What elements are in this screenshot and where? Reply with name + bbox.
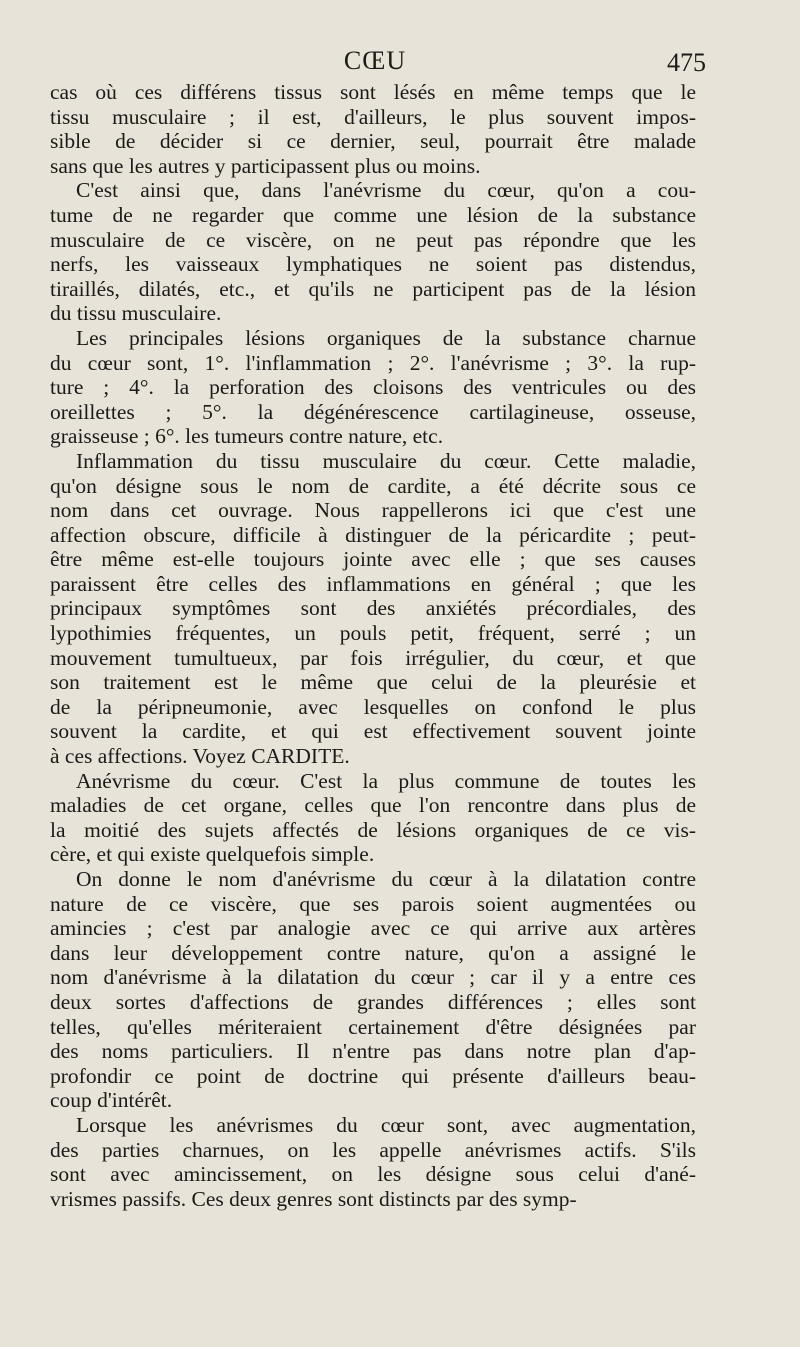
text-line: affection obscure, difficile à distinguer de la péricardite ; peut-: [50, 522, 696, 547]
text-line: musculaire de ce viscère, on ne peut pas répondre que les: [50, 227, 696, 252]
text-line: nature de ce viscère, que ses parois soient augmentées ou: [50, 891, 696, 916]
text-line: tume de ne regarder que comme une lésion de la substance: [50, 202, 696, 227]
text-line: ture ; 4°. la perforation des cloisons des ventricules ou des: [50, 375, 696, 400]
paragraph: [50, 178, 696, 326]
body-text: [50, 80, 696, 1211]
paragraph: [50, 449, 696, 769]
text-line: Anévrisme du cœur. C'est la plus commune de toutes les: [76, 768, 696, 793]
text-line: du tissu musculaire.: [50, 301, 222, 326]
text-line: tissu musculaire ; il est, d'ailleurs, le plus souvent impos-: [50, 104, 696, 129]
text-line: des parties charnues, on les appelle anévrismes actifs. S'ils: [50, 1137, 696, 1162]
text-line: être même est-elle toujours jointe avec elle ; que ses causes: [50, 547, 696, 572]
text-line: tiraillés, dilatés, etc., et qu'ils ne participent pas de la lésion: [50, 276, 696, 301]
text-line: coup d'intérêt.: [50, 1088, 173, 1113]
text-line: cère, et qui existe quelquefois simple.: [50, 842, 375, 867]
text-line: On donne le nom d'anévrisme du cœur à la dilatation contre: [76, 867, 696, 891]
paragraph: [50, 867, 696, 1113]
paragraph: [50, 769, 696, 867]
text-line: profondir ce point de doctrine qui présente d'ailleurs beau-: [50, 1063, 696, 1088]
page-header: [50, 46, 706, 82]
text-line: vrismes passifs. Ces deux genres sont distincts par des symp-: [50, 1186, 577, 1211]
text-line: qu'on désigne sous le nom de cardite, a été décrite sous ce: [50, 473, 696, 498]
text-line: sible de décider si ce dernier, seul, pourrait être malade: [50, 129, 696, 154]
text-line: maladies de cet organe, celles que l'on rencontre dans plus de: [50, 793, 696, 818]
text-line: principaux symptômes sont des anxiétés précordiales, des: [50, 596, 696, 621]
text-line: nom dans cet ouvrage. Nous rappellerons ici que c'est une: [50, 498, 696, 523]
text-line: telles, qu'elles mériteraient certainement d'être désignées par: [50, 1014, 696, 1039]
text-line: dans leur développement contre nature, qu'on a assigné le: [50, 940, 696, 965]
text-line: paraissent être celles des inflammations en général ; que les: [50, 571, 696, 596]
page-number: 475: [667, 48, 706, 77]
paragraph: [50, 1113, 696, 1211]
text-line: Inflammation du tissu musculaire du cœur. Cette maladie,: [76, 448, 696, 473]
text-line: cas où ces différens tissus sont lésés en même temps que le: [50, 80, 696, 104]
text-line: du cœur sont, 1°. l'inflammation ; 2°. l'anévrisme ; 3°. la rup-: [50, 350, 696, 375]
text-line: à ces affections. Voyez CARDITE.: [50, 744, 350, 769]
text-line: C'est ainsi que, dans l'anévrisme du cœur, qu'on a cou-: [76, 178, 696, 203]
text-line: sont avec amincissement, on les désigne sous celui d'ané-: [50, 1162, 696, 1187]
text-line: Lorsque les anévrismes du cœur sont, avec augmentation,: [76, 1112, 696, 1137]
paragraph: [50, 80, 696, 178]
text-line: nerfs, les vaisseaux lymphatiques ne soient pas distendus,: [50, 252, 696, 277]
text-line: la moitié des sujets affectés de lésions organiques de ce vis-: [50, 817, 696, 842]
text-line: de la péripneumonie, avec lesquelles on confond le plus: [50, 694, 696, 719]
text-line: nom d'anévrisme à la dilatation du cœur ; car il y a entre ces: [50, 965, 696, 990]
text-line: son traitement est le même que celui de la pleurésie et: [50, 670, 696, 695]
text-line: souvent la cardite, et qui est effectivement souvent jointe: [50, 719, 696, 744]
text-line: lypothimies fréquentes, un pouls petit, fréquent, serré ; un: [50, 621, 696, 646]
text-line: Les principales lésions organiques de la substance charnue: [76, 325, 696, 350]
text-line: graisseuse ; 6°. les tumeurs contre nature, etc.: [50, 424, 444, 449]
text-line: oreillettes ; 5°. la dégénérescence cartilagineuse, osseuse,: [50, 399, 696, 424]
running-head: CŒU: [343, 46, 407, 75]
text-line: des noms particuliers. Il n'entre pas dans notre plan d'ap-: [50, 1039, 696, 1064]
text-line: amincies ; c'est par analogie avec ce qui arrive aux artères: [50, 916, 696, 941]
text-line: mouvement tumultueux, par fois irrégulier, du cœur, et que: [50, 645, 696, 670]
text-line: sans que les autres y participassent plus ou moins.: [50, 153, 481, 178]
paragraph: [50, 326, 696, 449]
text-line: deux sortes d'affections de grandes différences ; elles sont: [50, 989, 696, 1014]
